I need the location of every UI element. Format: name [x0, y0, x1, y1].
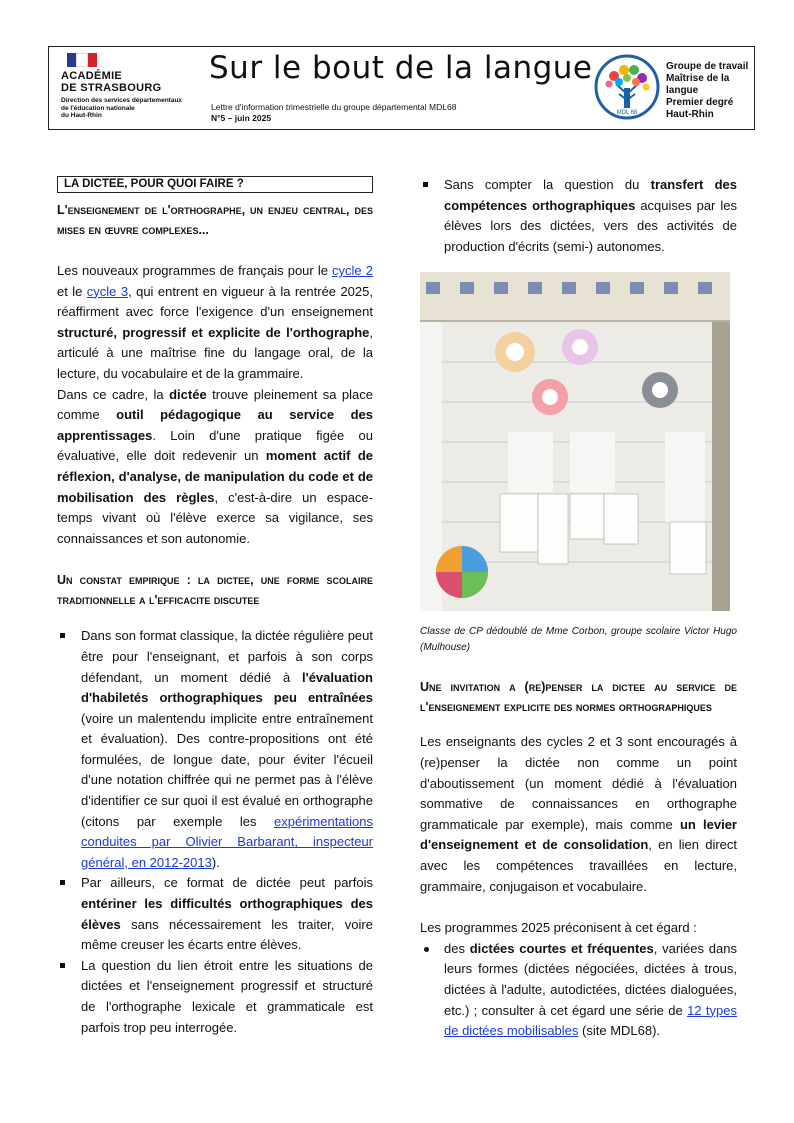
bold-text: moment actif de réflexion, d'analyse, de manipulation du code et de mobilisation des règles: [57, 448, 373, 505]
group-line4: Haut-Rhin: [666, 109, 714, 120]
heading-invitation: Une invitation a (re)penser la dictee au service de l'enseignement explicite des normes orthographiques: [420, 680, 737, 715]
list-item: [420, 175, 737, 257]
text-span: Dans ce cadre, la: [57, 386, 170, 402]
paragraph-programmes-2025: Les programmes 2025 préconisent à cet égard :: [420, 920, 697, 936]
text-span: . Loin d'une pratique figée ou évaluative, elle doit redevenir un: [57, 427, 373, 464]
group-description: [666, 61, 754, 121]
text-span: ).: [211, 854, 220, 870]
text-span: , en lien direct avec les compétences travaillées en lecture, grammaire, conjugaison et vocabulaire.: [420, 837, 738, 894]
list-item: [57, 873, 373, 955]
text-span: , articulé à une maîtrise fine du langage oral, de la lecture, du vocabulaire et de la grammaire.: [57, 324, 373, 381]
group-line3: Premier degré: [666, 97, 734, 108]
text-span: sans nécessairement les traiter, voire même creuser les écarts entre élèves.: [81, 916, 373, 953]
section-title-box: LA DICTEE, POUR QUOI FAIRE ?: [57, 176, 373, 193]
academy-name: [61, 70, 211, 94]
list-item: [420, 939, 737, 1042]
left-column: [57, 175, 373, 1038]
cycle3-link[interactable]: cycle 3: [86, 283, 129, 299]
bold-text: outil pédagogique au service des apprentissages: [57, 407, 373, 443]
text-span: (voire un malentendu implicite entre entraînement et évaluation). Des contre-propositions ont été formulées, de longue date, pour éviter l'écueil d'une notation chiffrée qui ne permet pas à l'élève d'identifier ce sur quoi il est évalué en orthographe (citons par exemple les: [81, 710, 373, 829]
logo-badge-text: MDL 68: [616, 110, 638, 116]
text-span: (site MDL68).: [578, 1023, 661, 1039]
paragraph-programmes: [57, 261, 373, 385]
text-span: , c'est-à-dire un espace-temps vivant où l'élève exerce sa vigilance, ses connaissances et son autonomie.: [57, 489, 373, 546]
bold-text: l'évaluation d'habiletés orthographiques peu entraînées: [81, 669, 373, 706]
newsletter-subtitle: Lettre d'information trimestrielle du groupe départemental MDL68: [211, 102, 457, 112]
group-line1: Groupe de travail: [666, 61, 749, 72]
academy-dir-line1: Direction des services départementaux: [61, 97, 183, 104]
paragraph-invitation: [420, 732, 737, 897]
programmes-list: [420, 939, 737, 1042]
bold-text: un levier d'enseignement et de consolidation: [420, 816, 737, 853]
text-span: Les nouveaux programmes de français pour le: [57, 263, 333, 278]
heading-enseignement: L'enseignement de l'orthographe, un enjeu central, des mises en œuvre complexes...: [57, 203, 373, 237]
bold-text: structuré, progressif et explicite de l'orthographe: [57, 324, 370, 340]
academy-logo: [61, 53, 211, 120]
list-item: [57, 956, 373, 1038]
transfert-list: [420, 175, 737, 257]
newsletter-header: [48, 46, 755, 130]
text-span: acquises par les élèves lors des dictées, vers des activités de production d'écrits (semi-) autonomes.: [444, 197, 737, 254]
bold-text: dictées courtes et fréquentes: [469, 940, 654, 956]
barbarant-link[interactable]: expérimentations conduites par Olivier Barbarant, inspecteur général, en 2012-2013: [81, 813, 373, 870]
text-span: , variées dans leurs formes (dictées négociées, dictées à trous, dictées à l'adulte, autodictées, dictées dialoguées, etc.) ; consulter à cet égard une série de: [444, 940, 737, 1018]
right-column: [420, 175, 737, 1042]
text-span: Par ailleurs, ce format de dictée peut parfois: [81, 875, 373, 891]
photo-caption: Classe de CP dédoublé de Mme Corbon, groupe scolaire Victor Hugo (Mulhouse): [420, 626, 737, 654]
tree-logo-icon: [594, 54, 660, 120]
paragraph-dictee: [57, 385, 373, 550]
bold-text: dictée: [169, 386, 207, 402]
text-span: et le: [57, 283, 87, 299]
bold-text: entériner les difficultés orthographiques des élèves: [81, 896, 373, 932]
text-span: Les enseignants des cycles 2 et 3 sont encouragés à (re)penser la dictée non comme un point d'aboutissement (un moment dédié à l'évaluation sommative de connaissances en orthographe grammaticale par exemple), mais comme: [420, 734, 737, 832]
list-item: [57, 626, 373, 873]
classroom-board-image: [420, 272, 730, 611]
cycle2-link[interactable]: cycle 2: [332, 263, 373, 278]
text-span: , qui entrent en vigueur à la rentrée 2025, réaffirment avec force l'exigence d'un enseignement: [57, 283, 373, 320]
academy-dir-line3: du Haut-Rhin: [61, 112, 102, 119]
text-span: Sans compter la question du: [444, 177, 651, 192]
classroom-photo: [420, 272, 730, 611]
text-span: La question du lien étroit entre les situations de dictées et l'enseignement progressif et structuré de l'orthographe lexicale et grammaticale est parfois trop peu interrogée.: [81, 957, 373, 1035]
text-span: trouve pleinement sa place comme: [57, 386, 373, 423]
bold-text: transfert des compétences orthographiques: [444, 177, 738, 213]
dictees-types-link[interactable]: 12 types de dictées mobilisables: [444, 1002, 737, 1039]
academy-name-line2: DE STRASBOURG: [61, 82, 162, 94]
text-span: des: [444, 940, 470, 956]
academy-direction: [61, 97, 211, 120]
constat-list: [57, 626, 373, 1038]
academy-dir-line2: de l'éducation nationale: [61, 104, 135, 112]
newsletter-title: Sur le bout de la langue: [209, 50, 593, 86]
republic-flag-icon: [67, 53, 97, 67]
issue-number: N°5 – juin 2025: [211, 113, 272, 123]
text-span: Dans son format classique, la dictée régulière peut être pour l'enseignant, et parfois à son corps défendant, un moment dédié à: [81, 628, 373, 685]
group-line2: Maîtrise de la langue: [666, 73, 730, 96]
heading-constat: Un constat empirique : la dictee, une forme scolaire traditionnelle a l'efficacite discutee: [57, 573, 373, 608]
academy-name-line1: ACADÉMIE: [61, 70, 123, 82]
